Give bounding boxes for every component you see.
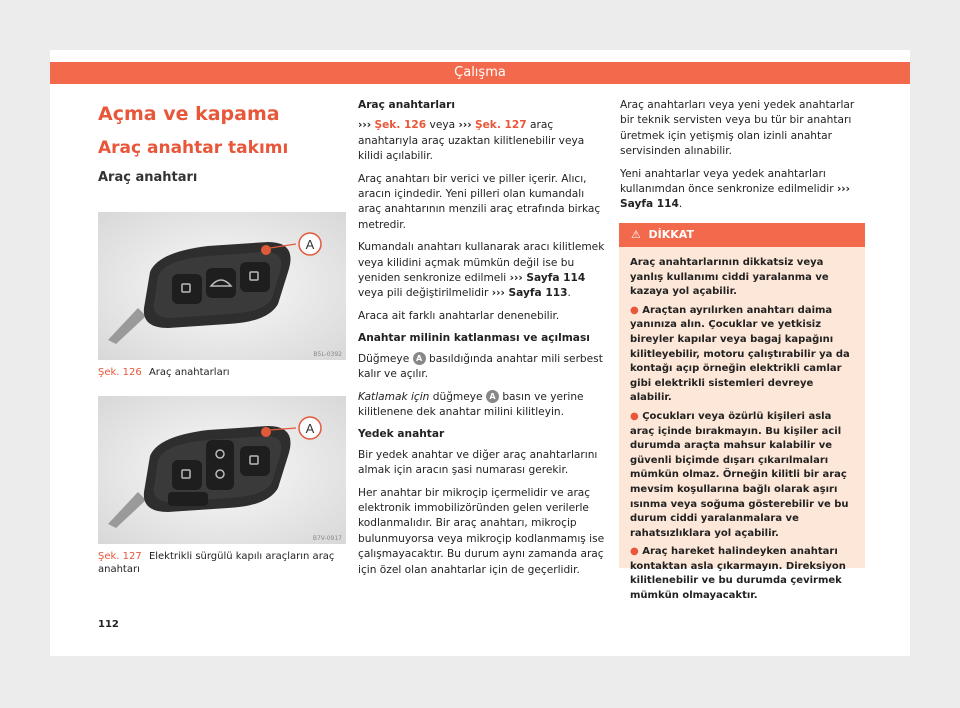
bullet-icon: ● xyxy=(630,546,639,558)
warning-item xyxy=(630,545,855,603)
arrow-ref: ››› xyxy=(358,119,372,132)
paragraph xyxy=(358,390,605,421)
marker-a-badge: A xyxy=(486,390,499,403)
lock-button-icon xyxy=(172,274,202,304)
figure-127 xyxy=(98,396,346,576)
warning-header xyxy=(619,223,865,247)
figure-code: B5L-0392 xyxy=(313,351,342,358)
trunk-button-icon xyxy=(206,268,236,298)
warning-item-text: Araçtan ayrılırken anahtarı daima yanınıza alın. Çocuklar ve yetkisiz bireyler kapılar veya bagaj kapağını kilitleyebilir, motoru çalıştırabilir ya da kontağı açıp örneğin elektrikli camlar gibi elektrikli sistemleri devreye alabilir. xyxy=(630,304,850,404)
key-heading: Araç anahtarı xyxy=(98,170,198,185)
warning-item-text: Çocukları veya özürlü kişileri asla araç içinde bırakmayın. Bu kişiler acil durumda araçta mahsur kalabilir ve güvenli biçimde dışarı çıkarılmaları mümkün olmaz. Örneğin kilitli bir araç mevsim koşullarına bağlı olarak aşırı ısınma veya soğuma gösterebilir ve bu durum ciddi yaralanmalara ve rahatsızlıklara yol açabilir. xyxy=(630,410,849,539)
figure-caption xyxy=(98,550,346,576)
chapter-header: Çalışma xyxy=(50,62,910,84)
warning-icon: ⚠ xyxy=(631,228,649,241)
text: veya pili değiştirilmelidir xyxy=(358,287,489,300)
figure-label: Şek. 126 xyxy=(98,367,142,378)
paragraph xyxy=(358,352,605,383)
figure-ref-link[interactable]: Şek. 127 xyxy=(474,119,527,132)
release-button-icon xyxy=(261,427,271,437)
lock-button-icon xyxy=(172,460,202,490)
trunk-button-icon xyxy=(168,492,208,506)
paragraph xyxy=(358,240,605,302)
figure-caption xyxy=(98,366,346,379)
text: Katlamak için xyxy=(358,390,430,403)
text: . xyxy=(567,287,571,300)
figure-marker-a: A xyxy=(305,237,315,252)
heading-araç-anahtarları: Araç anahtarları xyxy=(358,99,455,111)
warning-item-text: Araç hareket halindeyken anahtarı kontaktan asla çıkarmayın. Direksiyon kilitlenebilir ve bu durumda çevirmek mümkün olmayacaktır. xyxy=(630,546,846,602)
heading-yedek-anahtar: Yedek anahtar xyxy=(358,428,445,441)
text: Kumandalı anahtarı kullanarak aracı kilitlemek veya kilidini açmak mümkün değil ise bu yeniden senkronize edilmeli xyxy=(358,241,605,285)
key-image-127 xyxy=(98,396,346,544)
text: . xyxy=(678,198,683,211)
page-ref-link[interactable]: ››› Sayfa 114 xyxy=(509,272,586,285)
text: veya xyxy=(429,119,456,132)
paragraph: Araç anahtarları veya yeni yedek anahtarlar bir teknik servisten veya bu tür bir anahtarı üretmek için yetişmiş olan izinli anahtar servisinden alınabilir. xyxy=(620,99,855,158)
section-title: Açma ve kapama xyxy=(98,103,280,125)
figure-126 xyxy=(98,212,346,379)
paragraph xyxy=(620,167,864,213)
arrow-ref: ››› xyxy=(458,119,472,132)
bullet-icon: ● xyxy=(630,410,639,422)
sliding-door-button-icon xyxy=(206,440,234,490)
paragraph: Her anahtar bir mikroçip içermelidir ve araç elektronik immobilizöründen gelen verilerle kodlanmalıdır. Bir araç anahtarı, mikroçip bulunmuyorsa veya mikroçip kodlanmamış ise çalışmayacaktır. Bu durum aynı zamanda araç için özel olan anahtarlar için de geçerlidir. xyxy=(358,486,605,576)
text: basıldığında anahtar mili serbest kalır ve açılır. xyxy=(358,352,603,381)
marker-a-badge: A xyxy=(413,352,426,365)
warning-item xyxy=(630,304,855,406)
unlock-button-icon xyxy=(240,446,270,476)
figure-ref-link[interactable]: Şek. 126 xyxy=(374,119,427,132)
car-key-sliding-door-illustration xyxy=(98,396,346,544)
column-middle xyxy=(358,98,605,585)
subsection-title: Araç anahtar takımı xyxy=(98,138,289,158)
paragraph: Araca ait farklı anahtarlar denenebilir. xyxy=(358,309,560,322)
page-number: 112 xyxy=(98,619,119,630)
page-ref-link[interactable]: ››› Sayfa 114 xyxy=(620,183,851,211)
page-ref-link[interactable]: ››› Sayfa 113 xyxy=(491,287,568,300)
paragraph: Bir yedek anahtar ve diğer araç anahtarlarını almak için aracın şasi numarası gerekir. xyxy=(358,448,598,477)
text: Düğmeye xyxy=(358,352,410,365)
warning-body xyxy=(619,247,865,604)
release-button-icon xyxy=(261,245,271,255)
figure-marker-a: A xyxy=(305,421,315,436)
text: basın ve yerine kilitlenene dek anahtar milini kilitleyin. xyxy=(358,390,584,418)
column-right xyxy=(620,98,864,220)
figure-caption-text: Elektrikli sürgülü kapılı araçların araç anahtarı xyxy=(98,551,335,575)
column-left xyxy=(98,98,346,187)
warning-intro: Araç anahtarlarının dikkatsiz veya yanlış kullanımı ciddi yaralanma ve kazaya yol açabilir. xyxy=(630,257,829,298)
car-key-illustration xyxy=(98,212,346,360)
heading-anahtar-mili: Anahtar milinin katlanması ve açılması xyxy=(358,332,590,345)
key-image-126 xyxy=(98,212,346,360)
paragraph: Araç anahtarı bir verici ve piller içerir. Alıcı, aracın içindedir. Yeni pilleri olan kumandalı araç anahtarının menzili araç etrafında birkaç metredir. xyxy=(358,172,601,231)
bullet-icon: ● xyxy=(630,304,639,316)
warning-title: DİKKAT xyxy=(648,228,694,241)
figure-caption-text: Araç anahtarları xyxy=(148,367,230,378)
text: düğmeye xyxy=(432,390,483,403)
warning-item xyxy=(630,410,855,541)
unlock-button-icon xyxy=(240,262,270,292)
figure-label: Şek. 127 xyxy=(98,551,142,562)
paragraph xyxy=(358,118,605,164)
warning-box xyxy=(619,223,865,602)
figure-code: B7V-0917 xyxy=(312,535,342,542)
text: araç anahtarıyla araç uzaktan kilitlenebilir veya kilidi açılabilir. xyxy=(358,119,585,163)
text: Yeni anahtarlar veya yedek anahtarları kullanımdan önce senkronize edilmelidir xyxy=(620,167,834,196)
